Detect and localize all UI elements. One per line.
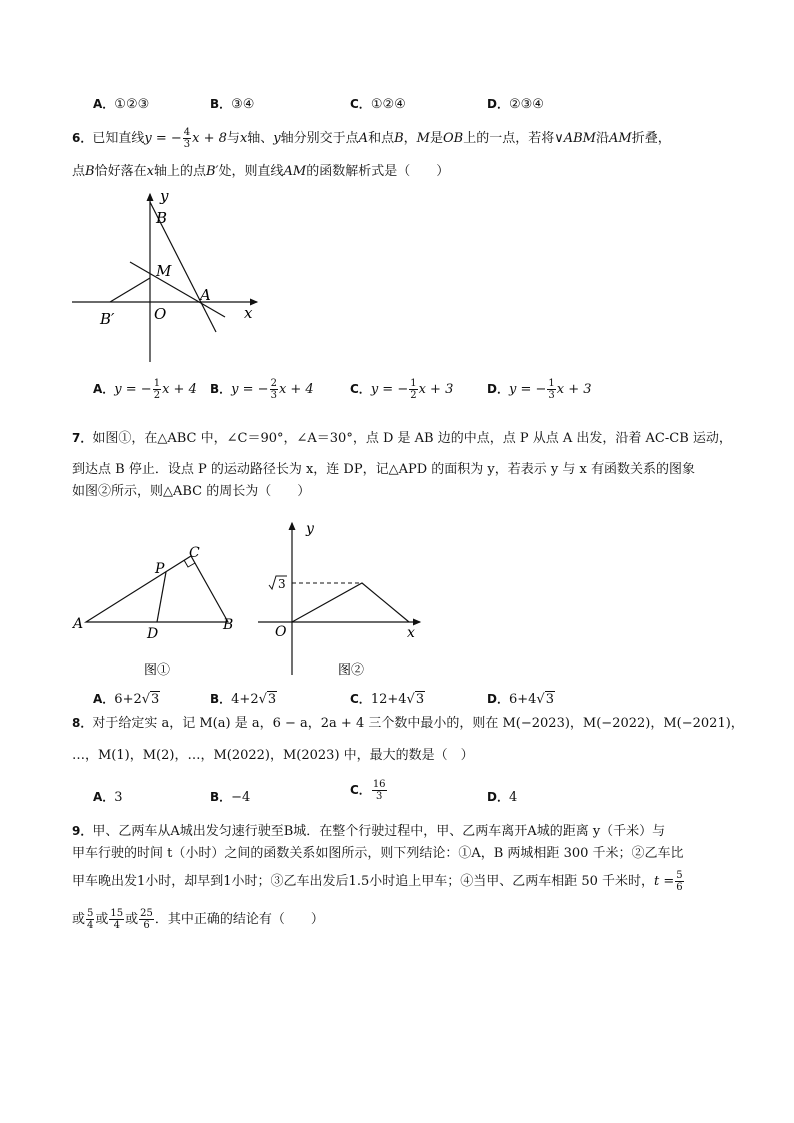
q7-stem-line1 <box>72 427 732 446</box>
fraction-numerator: 1 <box>153 378 161 389</box>
fraction-numerator: 1 <box>410 378 417 389</box>
figure-caption: 图① <box>144 663 171 678</box>
option-label: B． <box>210 97 232 111</box>
q7-stem-line2: 到达点 B 停止．设点 P 的运动路径长为 x，连 DP，记△APD 的面积为 y，若表示 y 与 x 有函数关系的图象 <box>72 462 695 477</box>
q9-fraction <box>109 908 124 931</box>
option-radicand: 3 <box>545 692 554 707</box>
q8-option-c[interactable] <box>350 779 388 802</box>
question-number: 6． <box>72 131 93 145</box>
option-label: C． <box>350 783 371 797</box>
q6-var: x <box>239 131 248 146</box>
fraction-denominator: 2 <box>153 390 161 401</box>
fraction-denominator: 3 <box>270 390 277 401</box>
q9-text: 或 <box>72 912 86 927</box>
option-label: C． <box>350 382 371 396</box>
q8-option-b[interactable] <box>210 788 250 805</box>
q6-text: 沿 <box>596 131 610 146</box>
option-pre: y = − <box>508 382 547 397</box>
q6-text: 点 <box>72 164 86 179</box>
label-a: A <box>200 286 211 304</box>
segment-b-prime-m <box>110 278 150 302</box>
fraction-numerator: 1 <box>548 378 555 389</box>
label-y: y <box>306 521 314 537</box>
option-fraction <box>372 779 387 802</box>
q6-var: A <box>358 131 369 146</box>
q8-option-d[interactable] <box>487 788 517 805</box>
fraction-numerator: 25 <box>140 908 153 919</box>
fraction-denominator: 2 <box>410 390 417 401</box>
q6-text: 和点 <box>368 131 395 146</box>
q6-text: 已知直线 <box>92 131 145 146</box>
q7-figure-2 <box>250 515 430 685</box>
fraction-denominator: 6 <box>676 882 683 893</box>
fraction-denominator: 3 <box>375 791 383 802</box>
q6-option-a[interactable] <box>93 378 197 401</box>
q7-stem-line3: 如图②所示，则△ABC 的周长为（ ） <box>72 484 311 499</box>
q6-figure <box>60 182 280 372</box>
question-number: 9． <box>72 824 93 838</box>
option-fraction <box>547 378 555 401</box>
fraction-denominator: 4 <box>113 920 120 931</box>
q8-stem-line2: …，M(1)，M(2)，…，M(2022)，M(2023) 中，最大的数是（ ） <box>72 748 474 763</box>
option-post: x + 4 <box>162 382 197 397</box>
q9-stem-line3 <box>72 870 685 893</box>
q6-text: 上的一点，若将 <box>463 131 555 146</box>
option-label: D． <box>487 382 509 396</box>
q7-option-c[interactable]: C．12+4√3 <box>350 692 425 707</box>
option-text: 3 <box>114 790 123 805</box>
q6-eq-fraction <box>183 127 191 150</box>
segment-pd <box>157 572 166 622</box>
option-post: x + 3 <box>418 382 454 397</box>
label-a: A <box>73 616 84 632</box>
option-radicand: 3 <box>415 692 425 707</box>
q9-text: ．其中正确的结论有（ ） <box>154 912 324 927</box>
q6-var: x <box>146 164 154 179</box>
q5-option-b[interactable] <box>210 95 254 112</box>
q6-text: 恰好落在 <box>94 164 147 179</box>
option-post: x + 4 <box>278 382 314 397</box>
q6-var: B <box>85 164 95 179</box>
option-label: D． <box>487 692 509 706</box>
q9-text: 甲、乙两车从A城出发匀速行驶至B城．在整个行驶过程中，甲、乙两车离开A城的距离 y（千米）与 <box>92 824 666 839</box>
option-label: A． <box>93 382 115 396</box>
label-o: O <box>154 305 167 323</box>
option-pre: 6+4 <box>508 692 537 707</box>
sqrt-value: 3 <box>278 577 286 591</box>
option-fraction <box>409 378 417 401</box>
graph-y-of-x <box>292 583 409 622</box>
q6-option-d[interactable] <box>487 378 592 401</box>
q6-stem-line1 <box>72 127 671 150</box>
option-fraction <box>153 378 161 401</box>
option-text: ②③④ <box>508 97 544 112</box>
option-pre: 12+4 <box>370 692 407 707</box>
q9-stem-line4 <box>72 908 324 931</box>
q6-text: 轴上的点 <box>153 164 206 179</box>
option-text: ①②③ <box>114 97 150 112</box>
q6-text: 处，则直线 <box>218 164 284 179</box>
q6-stem-line2 <box>72 160 449 179</box>
fraction-numerator: 15 <box>110 908 124 919</box>
label-m: M <box>156 262 172 280</box>
q9-t-eq: t = <box>654 874 675 889</box>
fraction-numerator: 5 <box>87 908 94 919</box>
q9-fraction <box>139 908 154 931</box>
option-pre: 4+2 <box>231 692 259 707</box>
figure-caption: 图② <box>338 663 365 678</box>
label-b: B <box>156 209 168 227</box>
option-pre: y = − <box>231 382 269 397</box>
option-label: B． <box>210 790 232 804</box>
option-label: D． <box>487 97 509 111</box>
fraction-denominator: 3 <box>548 390 555 401</box>
label-x: x <box>244 304 253 322</box>
fraction-numerator: 16 <box>372 779 386 790</box>
q9-fraction <box>86 908 94 931</box>
q7-figure-1 <box>68 538 248 683</box>
option-label: B． <box>210 692 232 706</box>
q5-option-c[interactable] <box>350 95 406 112</box>
q8-stem-line1 <box>72 712 744 731</box>
label-b: B <box>223 617 234 633</box>
q6-var: M <box>416 131 430 146</box>
q5-option-d[interactable] <box>487 95 544 112</box>
q9-stem-line2: 甲车行驶的时间 t（小时）之间的函数关系如图所示，则下列结论：①A，B 两城相距 300 千米；②乙车比 <box>72 846 684 861</box>
option-label: A． <box>93 790 115 804</box>
option-label: A． <box>93 97 115 111</box>
option-fraction <box>270 378 278 401</box>
q6-eq-rhs: x + 8 <box>192 131 227 146</box>
q6-var: ∨ABM <box>554 131 596 146</box>
option-text: −4 <box>231 790 251 805</box>
q6-option-b[interactable] <box>210 378 314 401</box>
fraction-denominator: 6 <box>143 920 150 931</box>
option-label: A． <box>93 692 115 706</box>
option-text: ①②④ <box>370 97 406 112</box>
fraction-denominator: 3 <box>183 139 191 150</box>
question-number: 7． <box>72 431 93 445</box>
q6-text: 是 <box>429 131 443 146</box>
q6-var: AM <box>609 131 632 146</box>
q6-option-c[interactable] <box>350 378 453 401</box>
option-pre: y = − <box>114 382 152 397</box>
option-pre: 6+2 <box>114 692 142 707</box>
q9-fraction <box>675 870 683 893</box>
q6-text: 轴、 <box>247 131 274 146</box>
q8-text: 对于给定实 a，记 M(a) 是 a，6 − a，2a + 4 三个数中最小的，则在 M(−2023)，M(−2022)，M(−2021)， <box>92 716 744 731</box>
option-radicand: 3 <box>151 692 160 707</box>
label-x: x <box>407 625 415 641</box>
option-label: D． <box>487 790 509 804</box>
label-b-prime: B′ <box>100 310 115 328</box>
fraction-numerator: 2 <box>270 378 277 389</box>
label-p: P <box>155 561 165 577</box>
label-c: C <box>189 545 200 561</box>
q6-text: 轴分别交于点 <box>280 131 359 146</box>
label-o: O <box>275 624 287 640</box>
q6-text: 的函数解析式是（ ） <box>306 164 450 179</box>
label-y: y <box>160 187 169 205</box>
q9-stem-line1 <box>72 820 665 839</box>
option-radicand: 3 <box>267 692 277 707</box>
option-pre: y = − <box>370 382 409 397</box>
q6-text: 与 <box>226 131 240 146</box>
q7-text: 如图①，在△ABC 中，∠C＝90°，∠A＝30°，点 D 是 AB 边的中点，点 P 从点 A 出发，沿着 AC-CB 运动， <box>92 431 732 446</box>
q8-option-a[interactable] <box>93 788 123 805</box>
option-post: x + 3 <box>556 382 592 397</box>
q9-text: 甲车晚出发1小时，却早到1小时；③乙车出发后1.5小时追上甲车；④当甲、乙两车相距 50 千米时， <box>72 874 655 889</box>
q9-text: 或 <box>95 912 109 927</box>
label-d: D <box>147 626 159 642</box>
q6-text: ， <box>403 131 417 146</box>
q6-var: OB <box>442 131 464 146</box>
q6-var: AM <box>283 164 307 179</box>
option-text: 4 <box>508 790 518 805</box>
fraction-numerator: 5 <box>676 870 683 881</box>
q6-var: B′ <box>205 164 219 179</box>
option-label: C． <box>350 97 371 111</box>
q9-text: 或 <box>125 912 139 927</box>
fraction-denominator: 4 <box>87 920 94 931</box>
question-number: 8． <box>72 716 93 730</box>
q6-eq-lhs: y = − <box>144 131 182 146</box>
q7-option-d[interactable]: D．6+4√3 <box>487 692 554 707</box>
option-label: B． <box>210 382 232 396</box>
q7-option-b[interactable]: B．4+2√3 <box>210 692 277 707</box>
option-label: C． <box>350 692 371 706</box>
fraction-numerator: 4 <box>183 127 191 138</box>
q6-var: B <box>394 131 404 146</box>
q7-option-a[interactable]: A．6+2√3 <box>93 692 160 707</box>
q5-option-a[interactable] <box>93 95 149 112</box>
q6-text: 折叠， <box>631 131 671 146</box>
q6-var: y <box>273 131 281 146</box>
option-text: ③④ <box>231 97 255 112</box>
